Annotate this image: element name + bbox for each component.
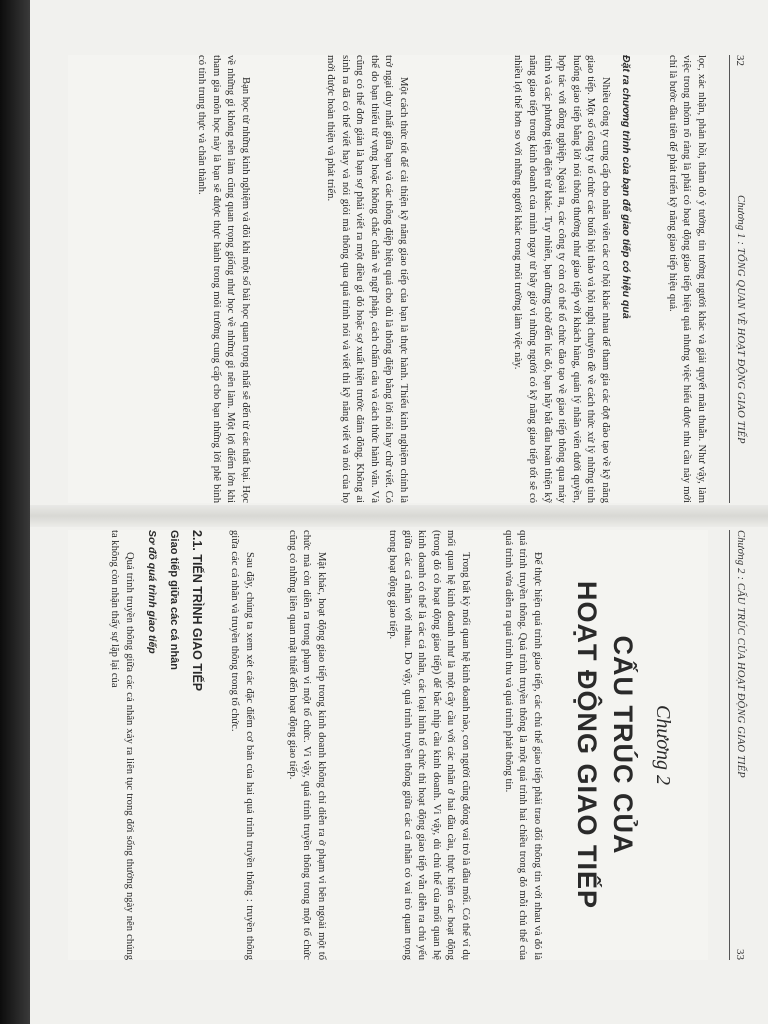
paragraph-2: Một cách thức tốt để cải thiện kỹ năng giao tiếp của bạn là thực hành. Thiếu kinh nghiệm chính là trở ngại duy nhất giữa bạn và các thông điệp hiệu quả cho dù là thông điệp bằng lời nói hay chữ viết. Có thể do bạn thiếu từ vựng hoặc không chắc chắn về ngữ pháp, cách chấm câu và cách thức hành văn. Và cũng có thể đơn giản là bạn sợ phải viết ra một điều gì đó hoặc sợ xuất hiện trước đám đông. Không ai sinh ra đã có thể viết hay và nói giỏi mà thông qua quá trình nói và viết thì kỹ năng viết và nói của họ mới được hoàn thiện và phát triển. [325, 55, 409, 503]
scan-dark-edge [0, 0, 30, 1024]
chapter-title-line-2: HOẠT ĐỘNG GIAO TIẾP [572, 580, 602, 909]
section-heading: Đặt ra chương trình của bạn để giao tiếp có hiệu quả [620, 55, 632, 319]
page-number: 33 [734, 949, 746, 960]
book-gutter [0, 505, 768, 527]
page-33 [68, 530, 746, 960]
subsubsection-heading: Sơ đồ quá trình giao tiếp [146, 530, 158, 654]
page-32 [68, 55, 746, 503]
subsection-heading: Giao tiếp giữa các cá nhân [168, 530, 180, 671]
paragraph-4: Sau đây, chúng ta xem xét các đặc điểm cơ bản của hai quá trình truyền thông : truyền thông giữa các cá nhân và truyền thông trong tổ chức. [229, 530, 255, 960]
paragraph-1: Để thực hiện quá trình giao tiếp, các chủ thể giao tiếp phải trao đổi thông tin với nhau và đó là quá trình truyền thông. Quá trình truyền thông là một quá trình hai chiều trong đó mỗi chủ thể của quá trình vừa diễn ra quá trình thu và quá trình phát thông tin. [502, 530, 543, 960]
running-head: Chương 1 : TỔNG QUAN VỀ HOẠT ĐỘNG GIAO TIẾP [735, 195, 746, 444]
paragraph-3: Mặt khác, hoạt động giao tiếp trong kinh doanh không chỉ diễn ra ở phạm vi bên ngoài một tổ chức mà còn diễn ra trong phạm vi một tổ chức. Vì vậy, quá trình truyền thông trong một tổ chức cũng có những liên quan mật thiết đến hoạt động giao tiếp. [286, 530, 327, 960]
section-heading: 2.1. TIẾN TRÌNH GIAO TIẾP [190, 530, 204, 692]
page-number: 32 [734, 55, 746, 66]
header-rule [729, 55, 730, 503]
header-rule [729, 530, 730, 960]
paragraph-1: Nhiều công ty cung cấp cho nhân viên các cơ hội khác nhau để tham gia các đợt đào tạo về kỹ năng giao tiếp. Một số công ty tổ chức các buổi hội thảo và hội nghị chuyên đề về cách thức xử lý những tình huống giao tiếp bằng lời nói thông thường như giao tiếp với khách hàng, quản lý nhân viên dưới quyền, hợp tác với đồng nghiệp. Ngoài ra, các công ty còn có thể tổ chức đào tạo về giao tiếp thông qua máy tính và các phương tiện điện tử khác. Tuy nhiên, bạn đừng chờ đến lúc đó, bạn hãy bắt đầu hoàn thiện kỹ năng giao tiếp trong kinh doanh của mình ngay từ bây giờ vì những người có kỹ năng giao tiếp tốt sẽ có nhiều lợi thế hơn so với những người khác trong môi trường làm việc này. [512, 55, 611, 503]
running-head: Chương 2 : CẤU TRÚC CỦA HOẠT ĐỘNG GIAO TIẾP [735, 530, 746, 778]
chapter-label: Chương 2 [652, 705, 674, 785]
paragraph-2: Trong bất kỳ mối quan hệ kinh doanh nào, con người cũng đóng vai trò là đầu mối. Có thể ví dụ mối quan hệ kinh doanh như là một cây cầu với các nhân ở hai đầu cầu, thực hiện các hoạt động (trong đó có hoạt động giao tiếp) để bắc nhịp cầu kinh doanh. Vì vậy, dù chủ thể của mối quan hệ kinh doanh có thể là các cá nhân, các loại hình tổ chức thì hoạt động giao tiếp vẫn diễn ra chủ yếu giữa các cá nhân với nhau. Do vậy, quá trình truyền thông giữa các cá nhân có vai trò quan trọng trong hoạt động giao tiếp. [387, 530, 471, 960]
intro-paragraph: lọc, xác nhận, phản hồi, thăm dò ý tưởng, tìn tưởng người khác và giải quyết mâu thuẫn. Như vậy, làm việc trong nhóm rõ ràng là phải có hoạt động giao tiếp hiệu quả nhưng việc hiểu được nhu cầu này mới chỉ là bước đầu tiên để phát triển kỹ năng giao tiếp hiệu quả. [666, 55, 707, 503]
paragraph-5: Quá trình truyền thông giữa các cá nhân xảy ra liên tục trong đời sống thường ngày nên chúng ta không còn nhận thấy sự lặp lại của [109, 530, 135, 960]
chapter-title-line-1: CẤU TRÚC CỦA [608, 635, 638, 855]
paragraph-3: Bạn học từ những kinh nghiệm và đôi khi một số bài học quan trọng nhất sẽ đến từ các thất bại. Học về những gì không nên làm cũng quan trọng giống như học về những gì nên làm. Một lợi điểm lớn khi tham gia môn học này là bạn sẽ được thực hành trong môi trường cung cấp cho bạn những lời phê bình có tính trung thực và chân thành. [196, 55, 251, 503]
